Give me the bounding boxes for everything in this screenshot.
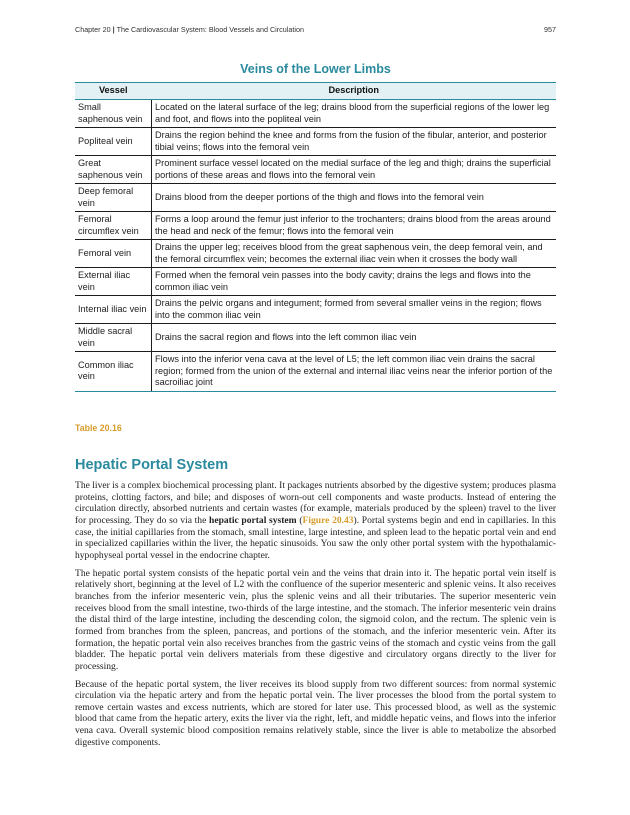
vessel-cell: Femoral vein xyxy=(75,240,152,268)
paragraph-text: ( xyxy=(296,514,303,526)
paragraph xyxy=(75,480,556,562)
paragraph-text: ). Portal systems begin and end in capillaries. In this case, the initial capillaries from the stomach, small intestine, large intestine, and spleen lead to the hepatic portal vein and end in specialized capillaries within the liver, the hepatic sinusoids. You saw the only other portal system with the hypothalamic-hypophyseal portal vessel in the endocrine chapter. xyxy=(75,514,556,561)
vessel-cell: Common iliac vein xyxy=(75,352,152,392)
paragraph-text: The liver is a complex biochemical processing plant. It packages nutrients absorbed by the digestive system; produces plasma proteins, clotting factors, and bile; and disposes of worn-out cell components and waste products. Instead of entering the circulation directly, absorbed nutrients and certain wastes (for example, materials produced by the spleen) travel to the liver for processing. They do so via the xyxy=(75,480,556,526)
vessel-cell: Small saphenous vein xyxy=(75,100,152,128)
vessel-cell: Deep femoral vein xyxy=(75,184,152,212)
paragraph: The hepatic portal system consists of the hepatic portal vein and the veins that drain into it. The hepatic portal vein itself is relatively short, beginning at the level of L2 with the confluence of the superior mesenteric and splenic veins. It also receives branches from the inferior mesenteric vein, plus the splenic veins and all their tributaries. The superior mesenteric vein receives blood from the small intestine, two-thirds of the large intestine, and the stomach. The inferior mesenteric vein drains the distal third of the large intestine, including the descending colon, the sigmoid colon, and the rectum. The splenic vein is formed from branches from the spleen, pancreas, and portions of the stomach, and the inferior mesenteric vein. After its formation, the hepatic portal vein also receives branches from the gastric veins of the stomach and cystic veins from the gall bladder. The hepatic portal vein delivers materials from these digestive and circulatory organs directly to the liver for processing. xyxy=(75,567,556,672)
table-row xyxy=(75,100,556,128)
vessel-cell: Popliteal vein xyxy=(75,128,152,156)
table-title: Veins of the Lower Limbs xyxy=(240,62,391,76)
table-row xyxy=(75,240,556,268)
table-caption: Table 20.16 xyxy=(75,423,122,433)
table-row xyxy=(75,128,556,156)
table-row xyxy=(75,352,556,392)
paragraph: Because of the hepatic portal system, the liver receives its blood supply from two different sources: from normal systemic circulation via the hepatic artery and from the hepatic portal vein. The liver processes the blood from the portal system to remove certain wastes and excess nutrients, which are stored for later use. This processed blood, as well as the systemic blood that came from the hepatic artery, exits the liver via the right, left, and middle hepatic veins, and flows into the inferior vena cava. Overall systemic blood composition remains relatively stable, since the liver is able to metabolize the absorbed digestive components. xyxy=(75,678,556,748)
running-head xyxy=(75,25,304,34)
column-header-vessel: Vessel xyxy=(75,83,152,100)
vessel-cell: Great saphenous vein xyxy=(75,156,152,184)
description-cell: Forms a loop around the femur just inferior to the trochanters; drains blood from the areas around the head and neck of the femur; flows into the femoral vein xyxy=(152,212,557,240)
header-separator: | xyxy=(112,25,117,34)
column-header-description: Description xyxy=(152,83,557,100)
chapter-number: Chapter 20 xyxy=(75,25,111,34)
description-cell: Prominent surface vessel located on the medial surface of the leg and thigh; drains the superficial portions of these areas and flows into the femoral vein xyxy=(152,156,557,184)
description-cell: Drains the region behind the knee and forms from the fusion of the fibular, anterior, and posterior tibial veins; flows into the femoral vein xyxy=(152,128,557,156)
table-header-row xyxy=(75,83,556,100)
table-row xyxy=(75,212,556,240)
page-header xyxy=(75,25,556,34)
vessel-cell: Middle sacral vein xyxy=(75,324,152,352)
description-cell: Flows into the inferior vena cava at the level of L5; the left common iliac vein drains the sacral region; formed from the union of the external and internal iliac veins near the inferior portion of the sacroiliac joint xyxy=(152,352,557,392)
table-row xyxy=(75,296,556,324)
table-row xyxy=(75,184,556,212)
chapter-title: The Cardiovascular System: Blood Vessels and Circulation xyxy=(116,25,304,34)
description-cell: Drains blood from the deeper portions of the thigh and flows into the femoral vein xyxy=(152,184,557,212)
table-row xyxy=(75,156,556,184)
key-term: hepatic portal system xyxy=(209,514,297,526)
description-cell: Drains the sacral region and flows into the left common iliac vein xyxy=(152,324,557,352)
description-cell: Formed when the femoral vein passes into the body cavity; drains the legs and flows into the common iliac vein xyxy=(152,268,557,296)
page-number: 957 xyxy=(544,25,556,34)
vessel-cell: Femoral circumflex vein xyxy=(75,212,152,240)
description-cell: Drains the upper leg; receives blood from the great saphenous vein, the deep femoral vein, and the femoral circumflex vein; becomes the external iliac vein when it crosses the body wall xyxy=(152,240,557,268)
vessel-cell: External iliac vein xyxy=(75,268,152,296)
section-heading: Hepatic Portal System xyxy=(75,457,229,473)
veins-table xyxy=(75,82,556,392)
table-row xyxy=(75,268,556,296)
description-cell: Located on the lateral surface of the leg; drains blood from the superficial regions of the lower leg and foot, and flows into the popliteal vein xyxy=(152,100,557,128)
figure-link[interactable]: Figure 20.43 xyxy=(302,514,354,526)
description-cell: Drains the pelvic organs and integument; formed from several smaller veins in the region; flows into the common iliac vein xyxy=(152,296,557,324)
section-body xyxy=(75,480,556,754)
vessel-cell: Internal iliac vein xyxy=(75,296,152,324)
table-row xyxy=(75,324,556,352)
